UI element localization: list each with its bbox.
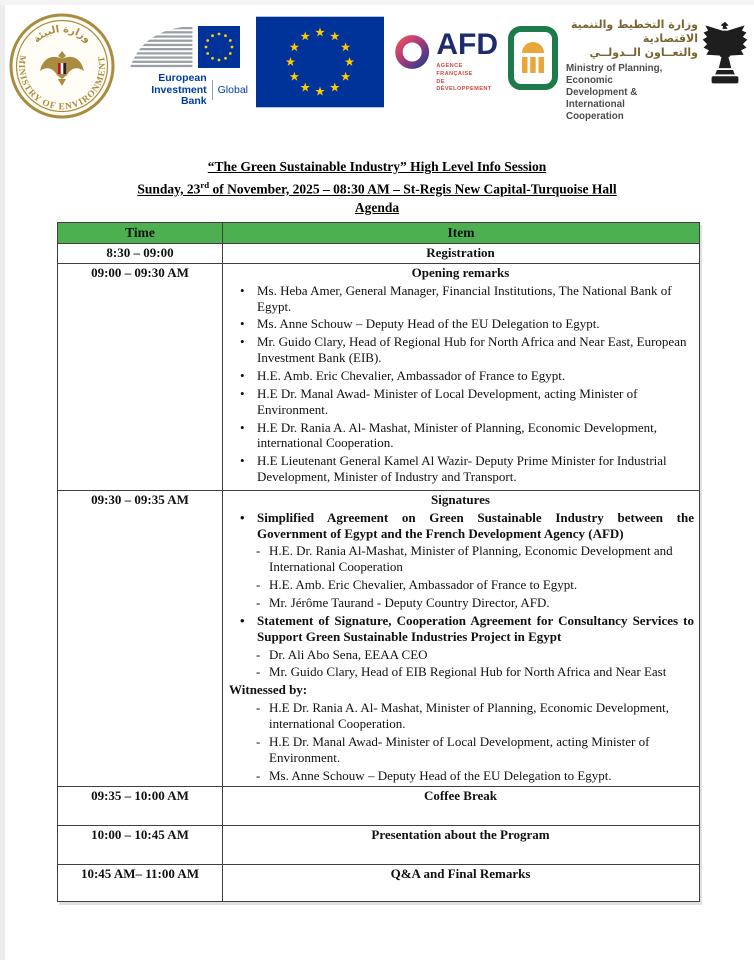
agenda-row-qa: [58, 864, 700, 901]
agenda-sub-item: - H.E Dr. Manal Awad- Minister of Local Development, acting Minister of Environment.: [227, 734, 694, 766]
egypt-eagle-icon: [700, 14, 750, 92]
title-date-ordinal: rd: [200, 180, 210, 190]
logo-band: [0, 0, 754, 130]
agenda-sub-item: - H.E. Amb. Eric Chevalier, Ambassador of France to Egypt.: [227, 577, 694, 593]
agenda-row-signatures: [58, 490, 700, 786]
planning-arabic-line2: والتعــاون الــدولــي: [589, 45, 698, 59]
title-date-suffix: of November, 2025 – 08:30 AM – St-Regis New Capital-Turquoise Hall: [209, 181, 617, 197]
planning-english-line1: Ministry of Planning, Economic: [566, 63, 663, 87]
agenda-item: • Statement of Signature, Cooperation Agreement for Consultancy Services to Support Green Sustainable Industries Project in Egypt: [227, 613, 694, 645]
eib-arch-icon: [124, 26, 194, 70]
planning-arabic-line1: وزارة التخطيط والتنمية الاقتصادية: [571, 18, 698, 45]
time-cell-signatures: 09:30 – 09:35 AM: [58, 490, 223, 786]
planning-english-line2: Development & International: [566, 87, 638, 111]
seal-arabic-text: وزارة البيئة: [31, 24, 93, 46]
afd-ring-icon: [394, 30, 430, 74]
agenda-row-coffee: [58, 786, 700, 825]
eib-wordmark-line1: European: [158, 72, 207, 84]
scan-edge-left: [0, 0, 5, 960]
time-cell-coffee: 09:35 – 10:00 AM: [58, 786, 223, 825]
item-title-opening: Opening remarks: [411, 264, 510, 280]
national-bank-icon: [508, 26, 558, 90]
agenda-row-opening: [58, 263, 700, 490]
ministry-of-environment-logo: [8, 12, 116, 120]
eu-flag-logo: [256, 16, 384, 108]
item-column-header: Item: [223, 223, 700, 244]
national-bank-logo: [508, 26, 558, 90]
planning-english-line3: Cooperation: [566, 111, 624, 122]
item-cell-signatures: [223, 490, 700, 786]
agenda-table: [57, 222, 700, 902]
agenda-sub-item: - Dr. Ali Abo Sena, EEAA CEO: [227, 647, 694, 663]
item-cell-opening: [223, 263, 700, 490]
agenda-sub-item: - Mr. Guido Clary, Head of EIB Regional Hub for North Africa and Near East: [227, 664, 694, 680]
afd-wordmark: AFD: [436, 28, 498, 61]
agenda-item: • H.E. Amb. Eric Chevalier, Ambassador of France to Egypt.: [227, 368, 694, 384]
agenda-item: • Mr. Guido Clary, Head of Regional Hub for North Africa and Near East, European Investment Bank (EIB).: [227, 334, 694, 366]
ministry-of-planning-logo: [566, 18, 698, 122]
item-cell-qa: [223, 864, 700, 901]
item-cell-coffee: [223, 786, 700, 825]
item-title-signatures: Signatures: [431, 491, 490, 507]
agenda-header-row: [58, 223, 700, 244]
eib-logo: [124, 26, 248, 108]
time-cell-qa: 10:45 AM– 11:00 AM: [58, 864, 223, 901]
time-cell-presentation: 10:00 – 10:45 AM: [58, 825, 223, 864]
item-cell-presentation: [223, 825, 700, 864]
eu-flag-icon: [256, 16, 384, 108]
agenda-sub-item: - H.E. Dr. Rania Al-Mashat, Minister of Planning, Economic Development and International Cooperation: [227, 543, 694, 575]
item-title-qa: Q&A and Final Remarks: [390, 865, 531, 881]
item-cell-registration: [223, 244, 700, 264]
eib-wordmark-line2: Investment Bank: [151, 83, 207, 108]
afd-subtitle-line2: DE DÉVELOPPEMENT: [436, 78, 492, 93]
time-cell-opening: 09:00 – 09:30 AM: [58, 263, 223, 490]
agenda-sub-item: - Ms. Anne Schouw – Deputy Head of the EU Delegation to Egypt.: [227, 768, 694, 784]
time-cell-registration: 8:30 – 09:00: [58, 244, 223, 264]
agenda-sub-item: - Mr. Jérôme Taurand - Deputy Country Director, AFD.: [227, 595, 694, 611]
item-title-presentation: Presentation about the Program: [371, 826, 550, 842]
title-line-3: Agenda: [354, 199, 400, 215]
item-title-coffee: Coffee Break: [423, 787, 498, 803]
agenda-row-registration: [58, 244, 700, 264]
eib-global-label: Global: [217, 84, 248, 97]
agenda-item: Witnessed by:: [229, 682, 308, 698]
title-line-1: “The Green Sustainable Industry” High Level Info Session: [207, 159, 547, 174]
agenda-row-presentation: [58, 825, 700, 864]
egypt-eagle-emblem: [700, 14, 750, 92]
title-date-prefix: Sunday, 23: [137, 181, 201, 197]
agenda-item: • H.E Lieutenant General Kamel Al Wazir- Deputy Prime Minister for Industrial Development, Minister of Industry and Transport.: [227, 453, 694, 485]
agenda-item: • Ms. Heba Amer, General Manager, Financial Institutions, The National Bank of Egypt.: [227, 283, 694, 315]
agenda-item: • H.E Dr. Rania A. Al- Mashat, Minister of Planning, Economic Development, international Cooperation.: [227, 420, 694, 452]
ministry-of-environment-seal-icon: [8, 12, 116, 120]
title-line-2: [0, 176, 754, 199]
agenda-sub-item: - H.E Dr. Rania A. Al- Mashat, Minister of Planning, Economic Development, international Cooperation.: [227, 700, 694, 732]
eib-divider: [212, 80, 213, 100]
agenda-item: • Simplified Agreement on Green Sustainable Industry between the Government of Egypt and the French Development Agency (AFD): [227, 510, 694, 542]
afd-subtitle-line1: AGENCE FRANÇAISE: [436, 63, 473, 77]
item-title-registration: Registration: [426, 245, 495, 260]
time-column-header: Time: [58, 223, 223, 244]
eib-eu-square-icon: [198, 26, 240, 68]
afd-logo: [394, 28, 498, 93]
agenda-item: • H.E Dr. Manal Awad- Minister of Local Development, acting Minister of Environment.: [227, 386, 694, 418]
seal-english-text: MINISTRY OF ENVIRONMENT: [16, 54, 108, 112]
document-title: [0, 158, 754, 217]
agenda-item: • Ms. Anne Schouw – Deputy Head of the EU Delegation to Egypt.: [227, 316, 694, 332]
